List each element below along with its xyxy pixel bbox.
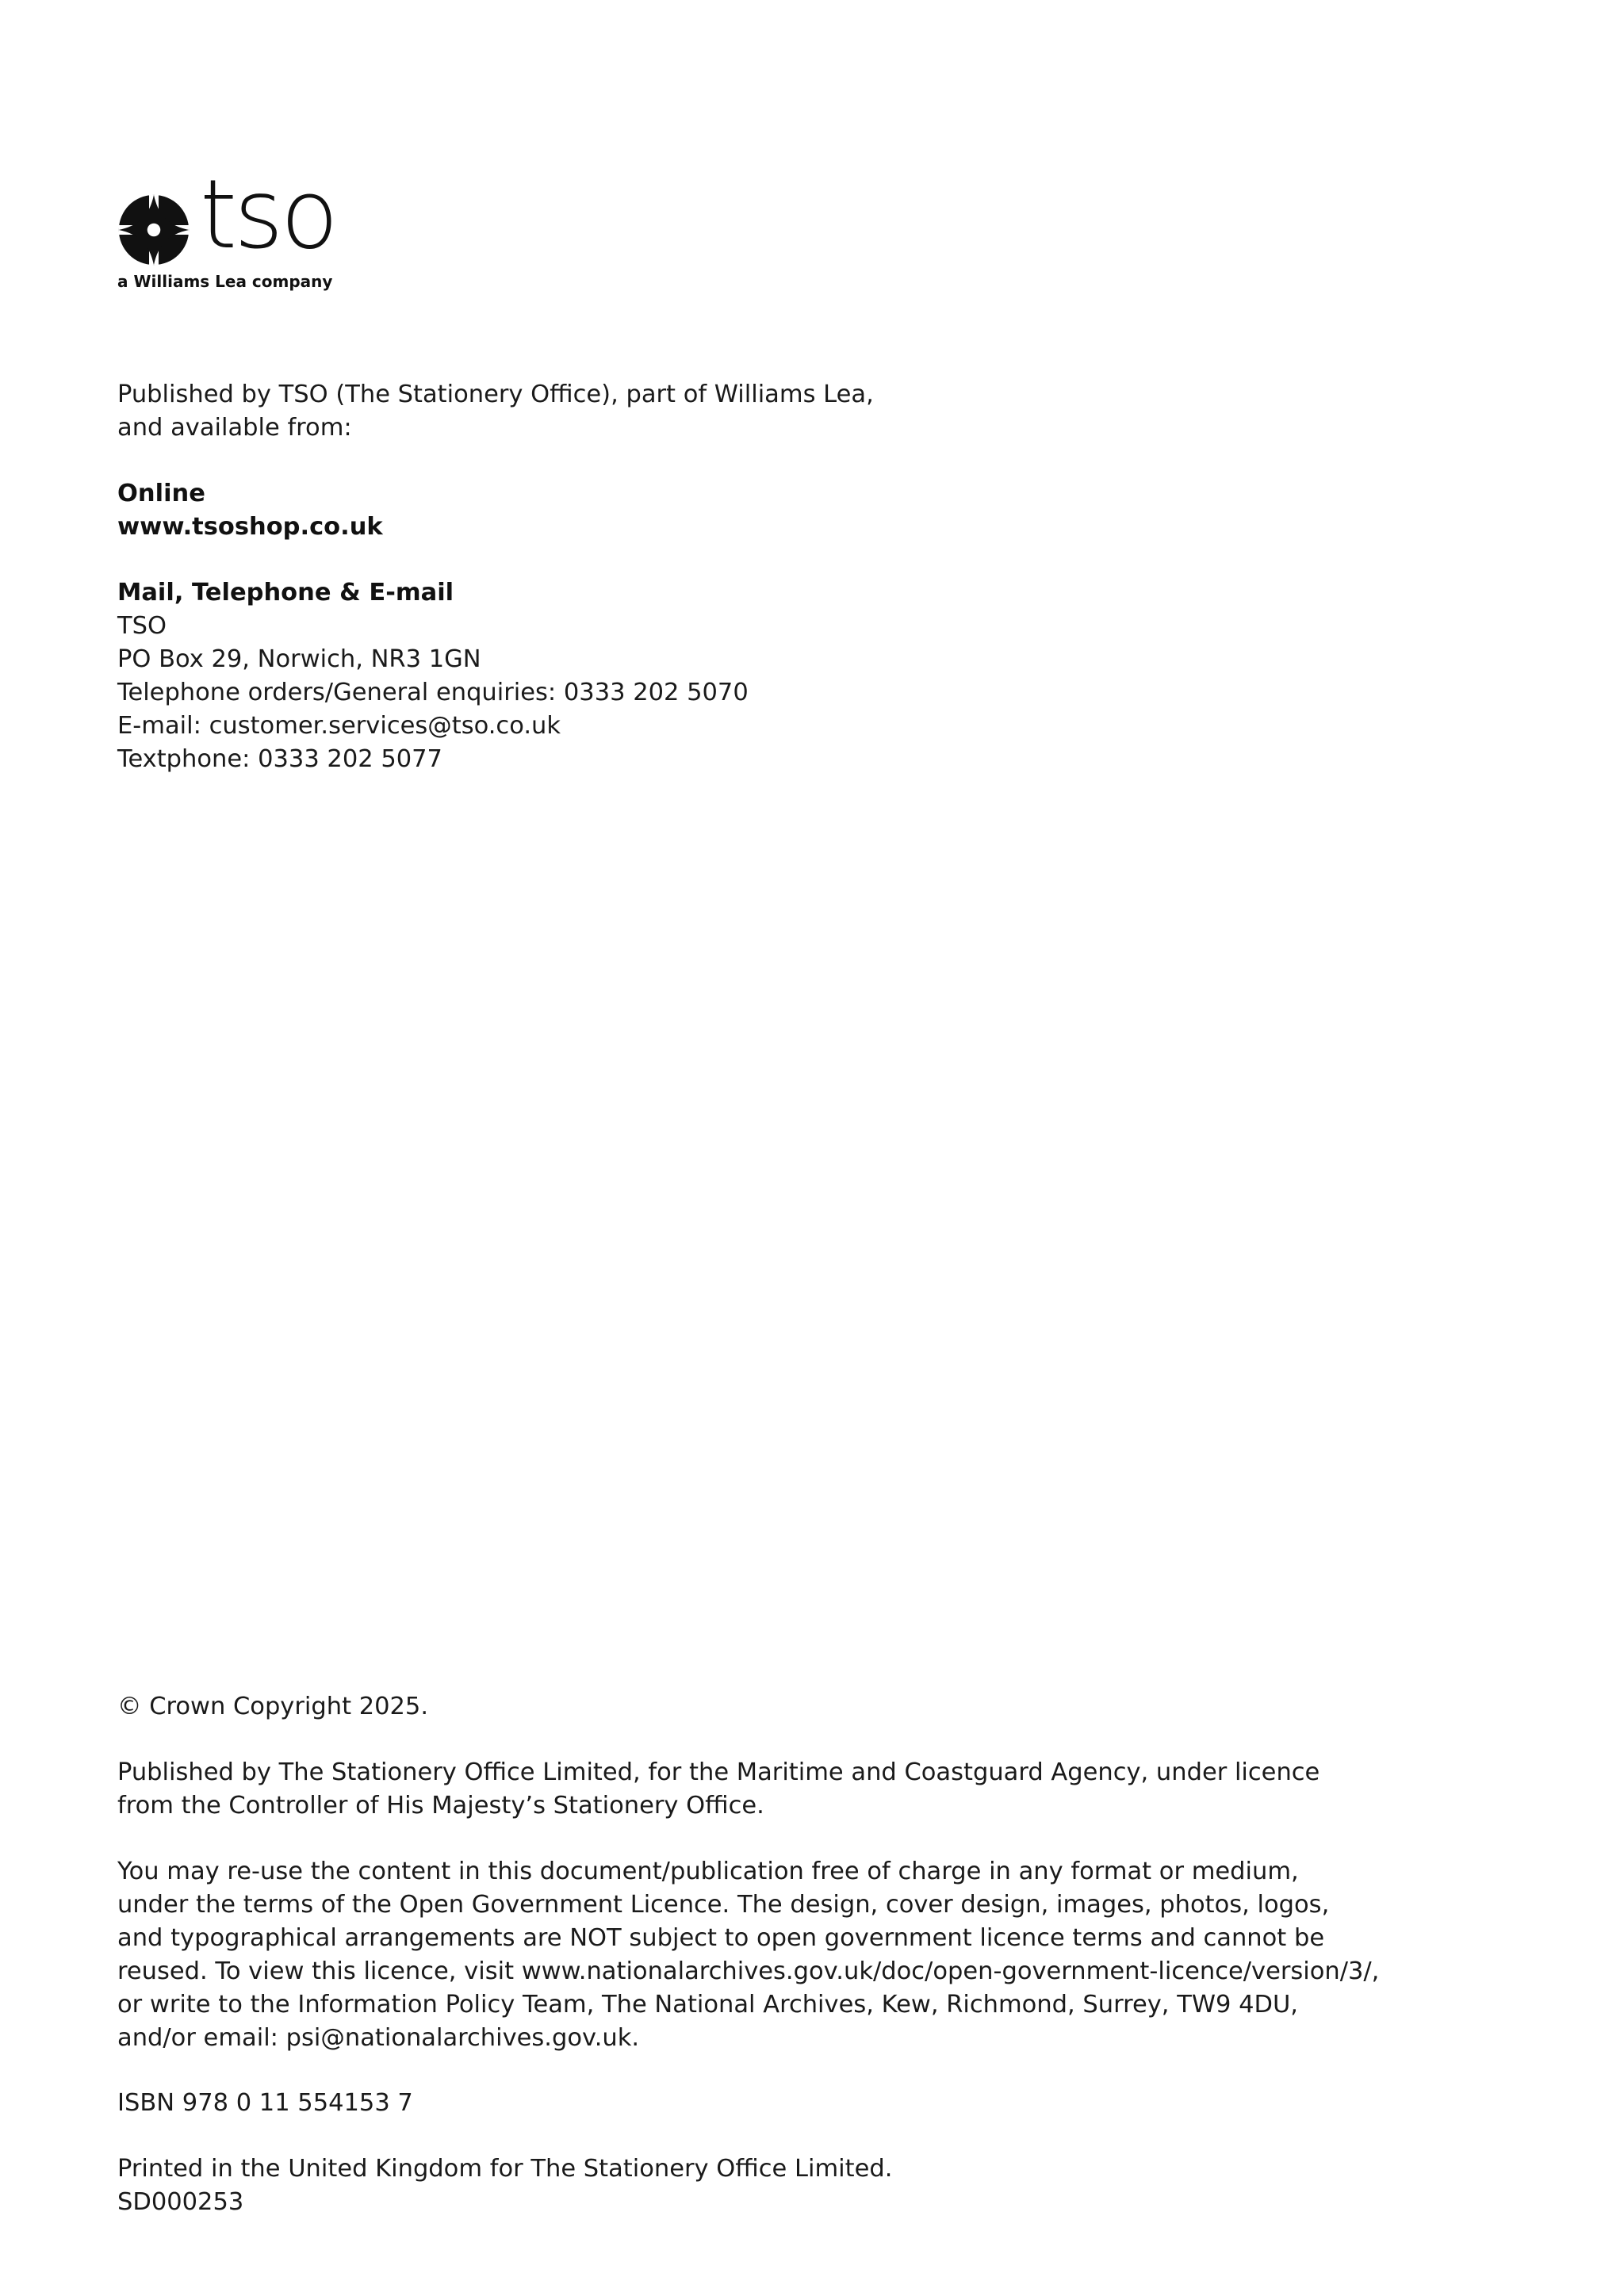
isbn-text: ISBN 978 0 11 554153 7	[117, 2089, 413, 2117]
contact-address: PO Box 29, Norwich, NR3 1GN	[117, 645, 481, 673]
document-reference: SD000253	[117, 2188, 244, 2216]
printed-statement	[117, 2152, 892, 2219]
contact-heading: Mail, Telephone & E-mail	[117, 579, 454, 607]
publisher-intro	[117, 378, 874, 445]
contact-section	[117, 576, 749, 776]
licence-line: and/or email: psi@nationalarchives.gov.uk.	[117, 2024, 640, 2052]
contact-telephone: Telephone orders/General enquiries: 0333 202 5070	[117, 679, 749, 706]
licence-line: reused. To view this licence, visit www.nationalarchives.gov.uk/doc/open-government-licence/version/3/,	[117, 1957, 1380, 1985]
contact-email[interactable]: E-mail: customer.services@tso.co.uk	[117, 712, 561, 740]
printed-line: Printed in the United Kingdom for The Stationery Office Limited.	[117, 2155, 893, 2183]
isbn	[117, 2087, 413, 2120]
contact-textphone: Textphone: 0333 202 5077	[117, 745, 442, 773]
logo-tagline: a Williams Lea company	[117, 272, 333, 291]
publication-statement	[117, 1756, 1320, 1823]
publication-line: Published by The Stationery Office Limited, for the Maritime and Coastguard Agency, under licence	[117, 1758, 1320, 1786]
online-section	[117, 477, 383, 544]
contact-name: TSO	[117, 612, 167, 640]
licence-statement	[117, 1855, 1379, 2055]
online-heading: Online	[117, 480, 205, 507]
licence-line: You may re-use the content in this document/publication free of charge in any format or medium,	[117, 1858, 1299, 1885]
copyright-notice	[117, 1690, 428, 1724]
publisher-intro-line: Published by TSO (The Stationery Office), part of Williams Lea,	[117, 381, 874, 408]
online-url-link[interactable]: www.tsoshop.co.uk	[117, 513, 383, 541]
licence-line: under the terms of the Open Government Licence. The design, cover design, images, photos, logos,	[117, 1891, 1330, 1919]
publication-line: from the Controller of His Majesty’s Stationery Office.	[117, 1792, 764, 1820]
logo-wordmark: tso	[200, 160, 335, 270]
licence-line: and typographical arrangements are NOT subject to open government licence terms and cannot be	[117, 1924, 1325, 1952]
copyright-text: © Crown Copyright 2025.	[117, 1693, 429, 1720]
tso-logo	[117, 160, 355, 293]
publisher-intro-line: and available from:	[117, 414, 352, 442]
licence-line: or write to the Information Policy Team, The National Archives, Kew, Richmond, Surrey, TW9 4DU,	[117, 1991, 1298, 2019]
compass-star-icon	[117, 193, 190, 266]
